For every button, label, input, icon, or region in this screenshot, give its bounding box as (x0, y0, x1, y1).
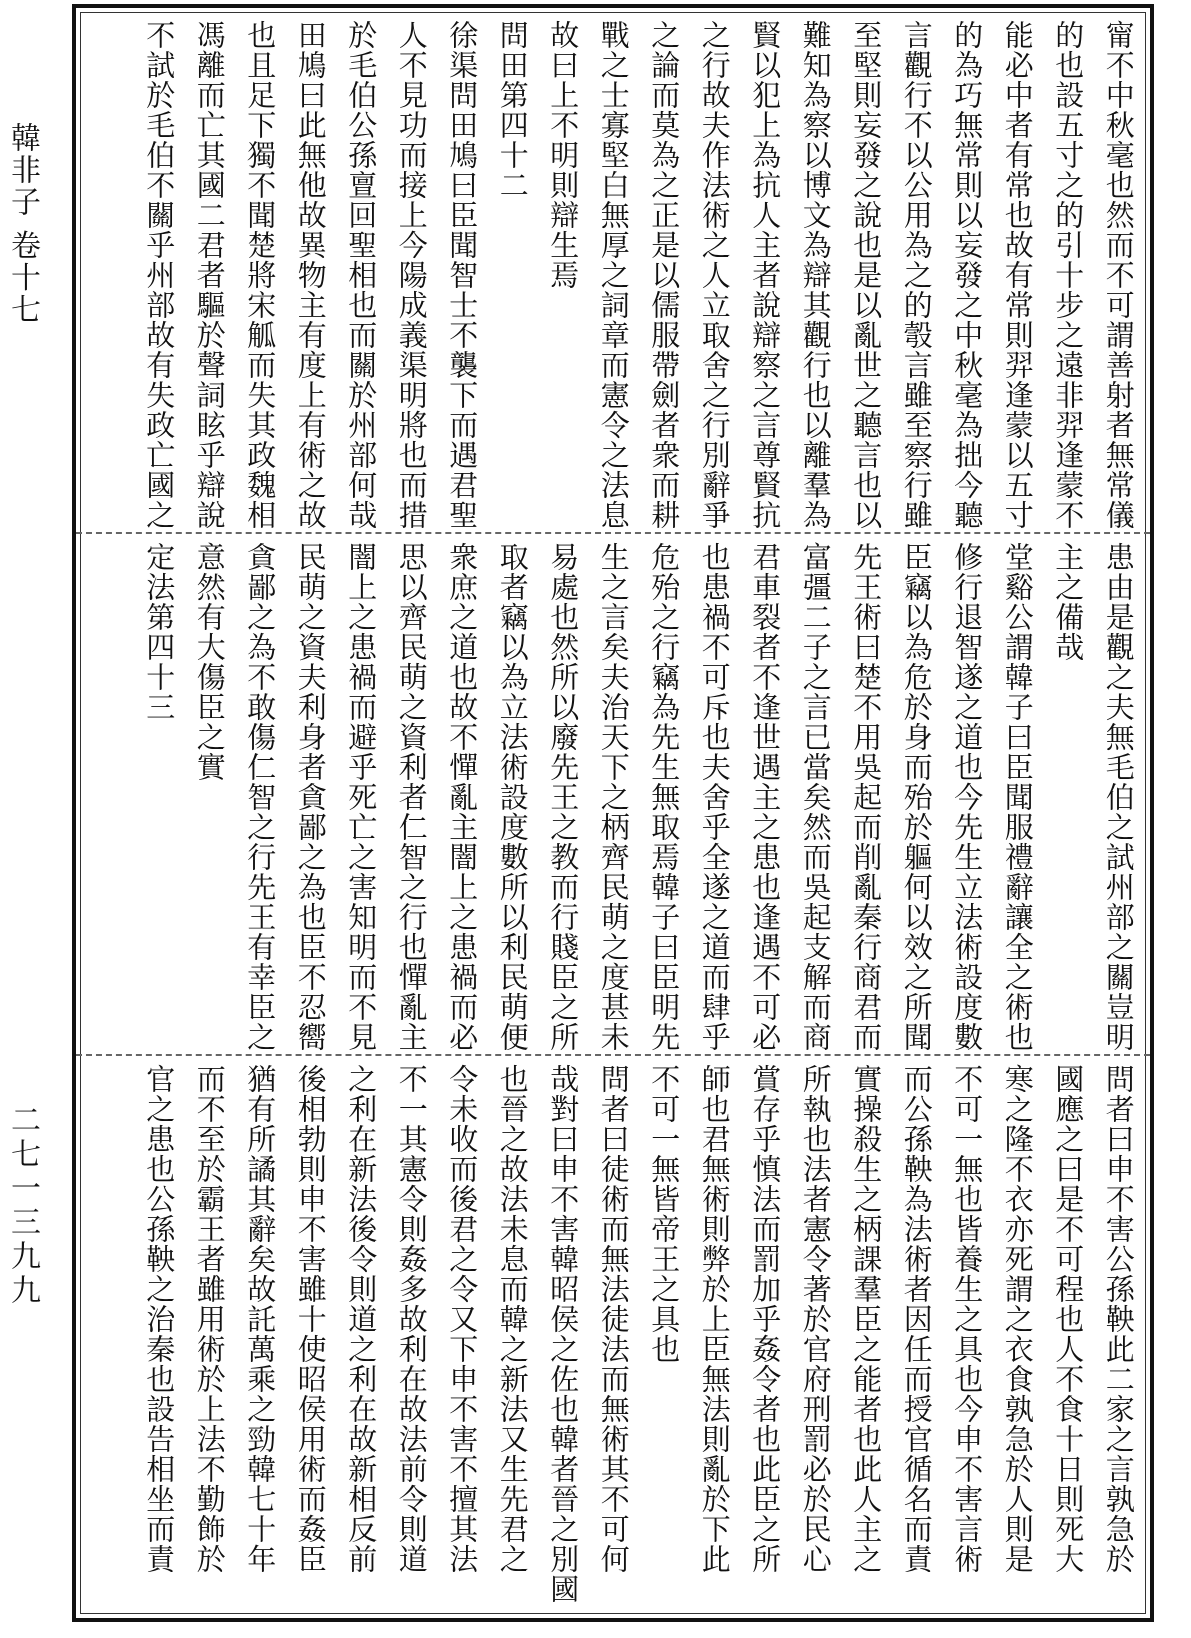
text-column: 富彊二子之言已當矣然而吳起支解而商 (798, 542, 833, 1052)
text-column: 民萌之資夫利身者貪鄙之為也臣不忍嚮 (293, 542, 328, 1052)
text-column: 不試於毛伯不關乎州部故有失政亡國之 (142, 20, 177, 530)
text-column: 難知為察以博文為辯其觀行也以離羣為 (798, 20, 833, 530)
text-column: 之論而莫為之正是以儒服帶劍者衆而耕 (647, 20, 682, 530)
text-column: 人不見功而接上今陽成義渠明將也而措 (394, 20, 429, 530)
text-column: 生之言矣夫治天下之柄齊民萌之度甚未 (596, 542, 631, 1052)
panel-divider-2 (76, 1054, 1150, 1056)
text-column: 馮離而亡其國二君者驅於聲詞眩乎辯說 (192, 20, 227, 530)
text-column: 不可一無皆帝王之具也 (647, 1064, 682, 1364)
text-column: 不可一無也皆養生之具也今申不害言術 (950, 1064, 985, 1574)
text-panel-bottom (134, 1064, 1144, 1604)
text-column: 問者曰申不害公孫鞅此二家之言孰急於 (1101, 1064, 1136, 1574)
text-column: 闇上之患禍而避乎死亡之害知明而不見 (344, 542, 379, 1052)
page-number: 二七一三九九 (5, 1104, 40, 1308)
text-column: 實操殺生之柄課羣臣之能者也此人主之 (849, 1064, 884, 1574)
text-column: 後相勃則申不害雖十使昭侯用術而姦臣 (293, 1064, 328, 1574)
text-column: 師也君無術則弊於上臣無法則亂於下此 (697, 1064, 732, 1574)
text-column: 患由是觀之夫無毛伯之試州部之關豈明 (1101, 542, 1136, 1052)
text-column: 貪鄙之為不敢傷仁智之行先王有幸臣之 (243, 542, 278, 1052)
text-column: 意然有大傷臣之實 (192, 542, 227, 782)
text-column: 能必中者有常也故有常則羿逢蒙以五寸 (1000, 20, 1035, 530)
text-column: 田鳩曰此無他故異物主有度上有術之故 (293, 20, 328, 530)
text-panel-top (134, 20, 1144, 530)
text-column: 修行退智遂之道也今先生立法術設度數 (950, 542, 985, 1052)
text-column: 也且足下獨不聞楚將宋觚而失其政魏相 (243, 20, 278, 530)
text-column: 堂谿公謂韓子曰臣聞服禮辭讓全之術也 (1000, 542, 1035, 1052)
text-column: 也晉之故法未息而韓之新法又生先君之 (495, 1064, 530, 1574)
text-column: 先王術曰楚不用吳起而削亂秦行商君而 (849, 542, 884, 1052)
text-column: 危殆之行竊為先生無取焉韓子曰臣明先 (647, 542, 682, 1052)
text-column: 言觀行不以公用為之的彀言雖至察行雖 (899, 20, 934, 530)
text-panel-middle (134, 542, 1144, 1052)
text-column: 思以齊民萌之資利者仁智之行也憚亂主 (394, 542, 429, 1052)
text-column: 至堅則妄發之說也是以亂世之聽言也以 (849, 20, 884, 530)
text-column: 之行故夫作法術之人立取舍之行別辭爭 (697, 20, 732, 530)
text-column: 哉對曰申不害韓昭侯之佐也韓者晉之別國 (546, 1064, 581, 1604)
text-column: 令未收而後君之令又下申不害不擅其法 (445, 1064, 480, 1574)
text-column: 的也設五寸之的引十步之遠非羿逢蒙不 (1051, 20, 1086, 530)
text-column: 不一其憲令則姦多故利在故法前令則道 (394, 1064, 429, 1574)
page-frame (72, 4, 1154, 1622)
text-column: 而不至於霸王者雖用術於上法不勤飾於 (192, 1064, 227, 1574)
text-column: 的為巧無常則以妄發之中秋毫為拙今聽 (950, 20, 985, 530)
text-column: 取者竊以為立法術設度數所以利民萌便 (495, 542, 530, 1052)
text-column: 之利在新法後令則道之利在故新相反前 (344, 1064, 379, 1574)
text-column: 賞存乎慎法而罰加乎姦令者也此臣之所 (748, 1064, 783, 1574)
text-column: 問者曰徒術而無法徒法而無術其不可何 (596, 1064, 631, 1574)
text-column: 主之備哉 (1051, 542, 1086, 662)
margin-book-title: 韓非子 卷十七 (5, 122, 40, 326)
text-column: 國應之曰是不可程也人不食十日則死大 (1051, 1064, 1086, 1574)
text-column: 君車裂者不逢世遇主之患也逢遇不可必 (748, 542, 783, 1052)
text-column: 而公孫鞅為法術者因任而授官循名而責 (899, 1064, 934, 1574)
text-column: 也患禍不可斥也夫舍乎全遂之道而肆乎 (697, 542, 732, 1052)
text-column: 臣竊以為危於身而殆於軀何以效之所聞 (899, 542, 934, 1052)
text-column: 定法第四十三 (142, 542, 177, 722)
text-column: 戰之士寡堅白無厚之詞章而憲令之法息 (596, 20, 631, 530)
text-column: 衆庶之道也故不憚亂主闇上之患禍而必 (445, 542, 480, 1052)
text-column: 賢以犯上為抗人主者說辯察之言尊賢抗 (748, 20, 783, 530)
text-column: 所執也法者憲令著於官府刑罰必於民心 (798, 1064, 833, 1574)
text-column: 故曰上不明則辯生焉 (546, 20, 581, 290)
text-column: 寒之隆不衣亦死謂之衣食孰急於人則是 (1000, 1064, 1035, 1574)
text-column: 於毛伯公孫亶回聖相也而關於州部何哉 (344, 20, 379, 530)
text-column: 官之患也公孫鞅之治秦也設告相坐而責 (142, 1064, 177, 1574)
text-column: 徐渠問田鳩曰臣聞智士不襲下而遇君聖 (445, 20, 480, 530)
text-column: 易處也然所以廢先王之教而行賤臣之所 (546, 542, 581, 1052)
text-column: 甯不中秋毫也然而不可謂善射者無常儀 (1101, 20, 1136, 530)
text-column: 猶有所譎其辭矣故託萬乘之勁韓七十年 (243, 1064, 278, 1574)
panel-divider-1 (76, 532, 1150, 534)
text-column: 問田第四十二 (495, 20, 530, 200)
